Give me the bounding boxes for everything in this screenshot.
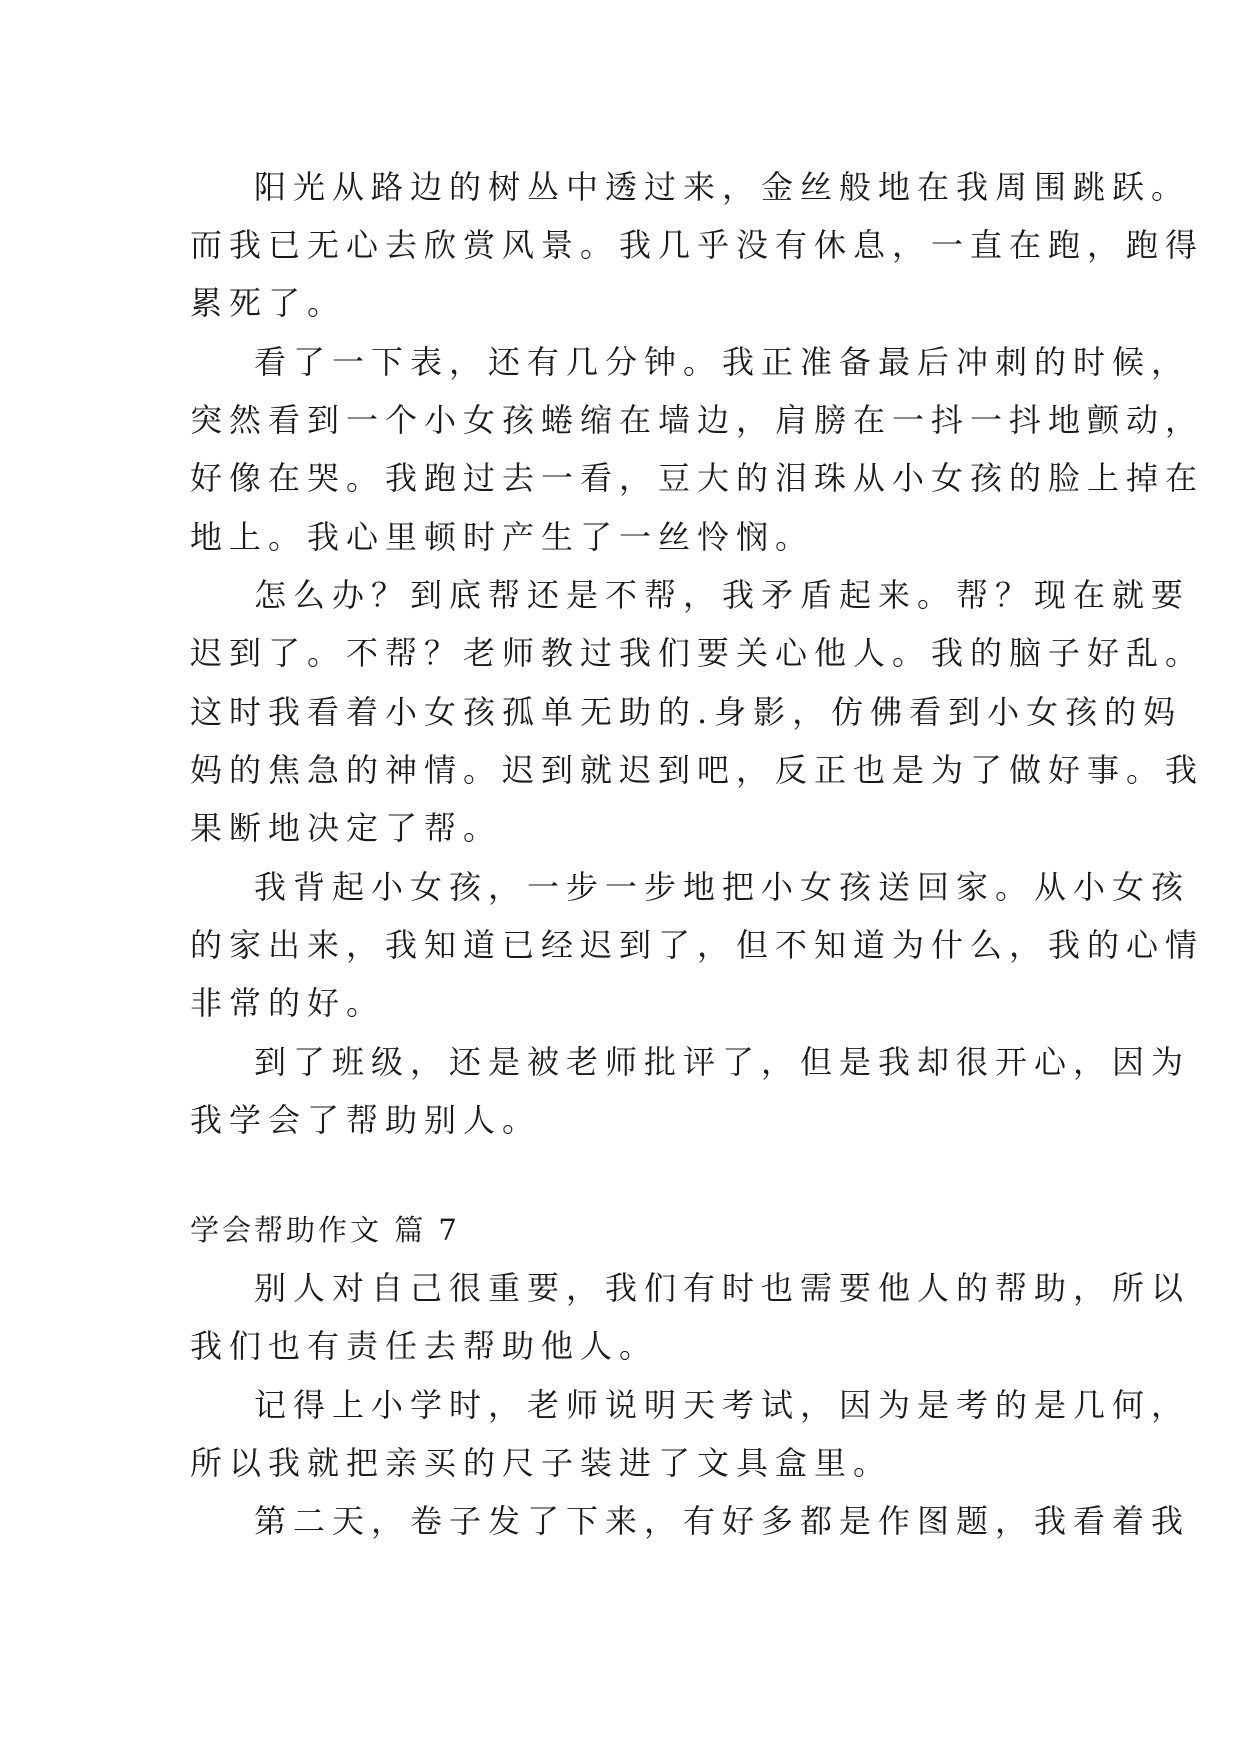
paragraph-line: 而我已无心去欣赏风景。我几乎没有休息，一直在跑，跑得 <box>190 226 1205 264</box>
paragraph-line: 这时我看着小女孩孤单无助的.身影，仿佛看到小女孩的妈 <box>190 693 1183 731</box>
paragraph-line: 第二天，卷子发了下来，有好多都是作图题，我看着我 <box>254 1502 1191 1540</box>
paragraph-line: 到了班级，还是被老师批评了，但是我却很开心，因为 <box>254 1043 1191 1081</box>
paragraph-line: 非常的好。 <box>190 984 386 1022</box>
paragraph-line: 迟到了。不帮？老师教过我们要关心他人。我的脑子好乱。 <box>190 634 1205 672</box>
paragraph-line: 记得上小学时，老师说明天考试，因为是考的是几何， <box>254 1386 1191 1424</box>
paragraph-line: 妈的焦急的神情。迟到就迟到吧，反正也是为了做好事。我 <box>190 751 1205 789</box>
paragraph-line: 我们也有责任去帮助他人。 <box>190 1327 659 1365</box>
paragraph-line: 别人对自己很重要，我们有时也需要他人的帮助，所以 <box>254 1269 1191 1307</box>
paragraph-line: 看了一下表，还有几分钟。我正准备最后冲刺的时候， <box>254 343 1191 381</box>
paragraph-line: 地上。我心里顿时产生了一丝怜悯。 <box>190 518 815 556</box>
paragraph-line: 我背起小女孩，一步一步地把小女孩送回家。从小女孩 <box>254 868 1191 906</box>
paragraph-line: 怎么办？到底帮还是不帮，我矛盾起来。帮？现在就要 <box>254 576 1191 614</box>
paragraph-line: 所以我就把亲买的尺子装进了文具盒里。 <box>190 1444 893 1482</box>
paragraph-line: 突然看到一个小女孩蜷缩在墙边，肩膀在一抖一抖地颤动， <box>190 401 1205 439</box>
paragraph-line: 累死了。 <box>190 284 347 322</box>
section-heading: 学会帮助作文 篇 7 <box>190 1213 460 1247</box>
paragraph-line: 我学会了帮助别人。 <box>190 1101 542 1139</box>
paragraph-line: 果断地决定了帮。 <box>190 809 503 847</box>
paragraph-line: 好像在哭。我跑过去一看，豆大的泪珠从小女孩的脸上掉在 <box>190 459 1205 497</box>
paragraph-line: 的家出来，我知道已经迟到了，但不知道为什么，我的心情 <box>190 926 1205 964</box>
paragraph-line: 阳光从路边的树丛中透过来，金丝般地在我周围跳跃。 <box>254 168 1191 206</box>
